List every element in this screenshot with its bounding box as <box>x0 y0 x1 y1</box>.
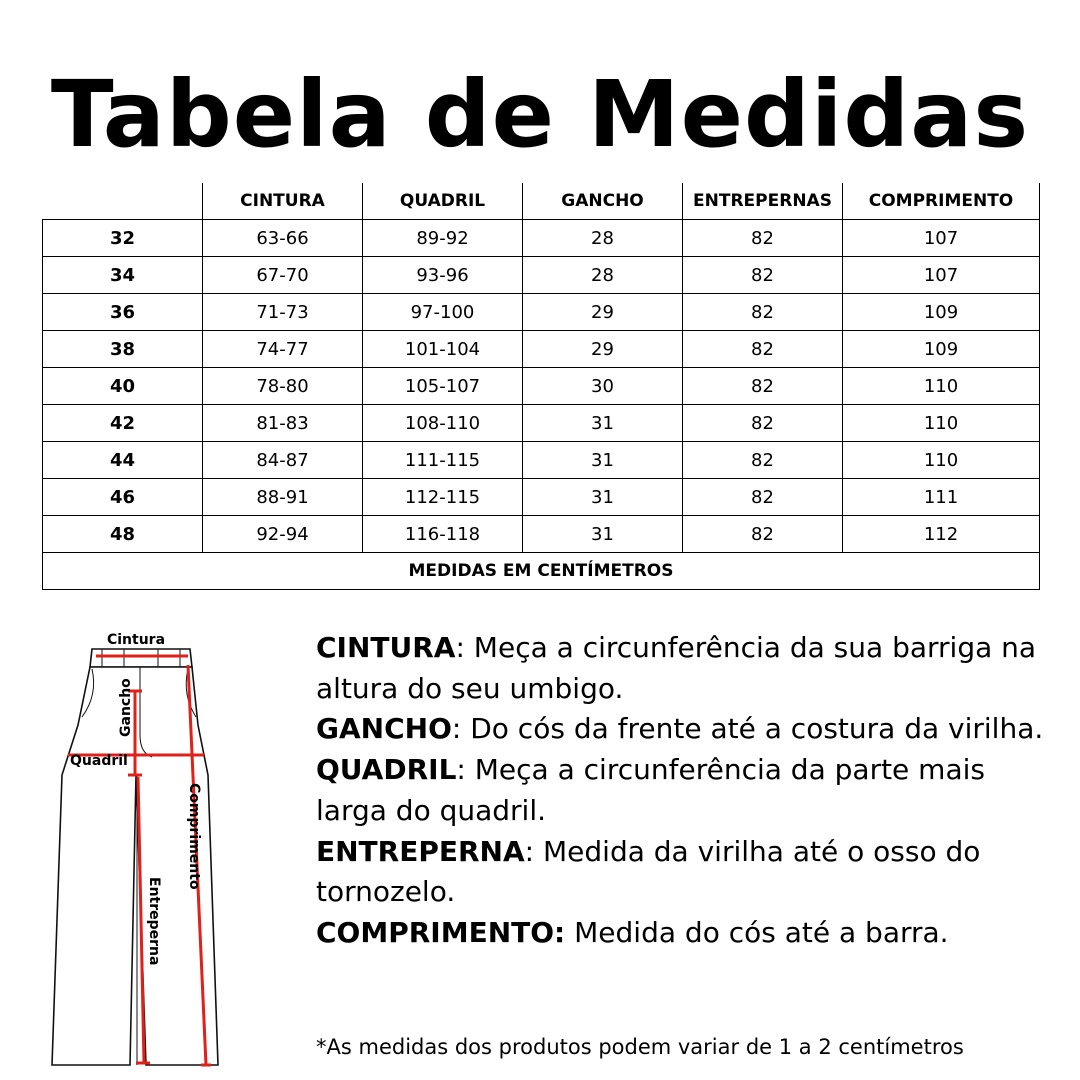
variation-note: *As medidas dos produtos podem variar de 1 a 2 centímetros <box>316 1035 964 1059</box>
measure-cell: 82 <box>683 405 843 442</box>
desc-entreperna <box>316 832 1056 913</box>
table-footer-row <box>43 553 1040 590</box>
desc-gancho <box>316 709 1056 750</box>
measure-cell: 89-92 <box>363 220 523 257</box>
label-entreperna: Entreperna <box>146 877 162 966</box>
desc-comprimento <box>316 913 1056 954</box>
measure-cell: 82 <box>683 257 843 294</box>
size-cell: 46 <box>43 479 203 516</box>
measure-cell: 31 <box>523 479 683 516</box>
size-cell: 44 <box>43 442 203 479</box>
measure-cell: 108-110 <box>363 405 523 442</box>
measure-cell: 74-77 <box>203 331 363 368</box>
size-cell: 38 <box>43 331 203 368</box>
measure-cell: 110 <box>843 405 1040 442</box>
desc-cintura <box>316 628 1056 709</box>
measure-cell: 92-94 <box>203 516 363 553</box>
measure-cell: 116-118 <box>363 516 523 553</box>
measure-cell: 31 <box>523 405 683 442</box>
desc-term: ENTREPERNA <box>316 834 525 868</box>
measure-cell: 112 <box>843 516 1040 553</box>
table-header-entrepernas: ENTREPERNAS <box>683 183 843 220</box>
measure-cell: 82 <box>683 368 843 405</box>
measure-cell: 81-83 <box>203 405 363 442</box>
table-header-quadril: QUADRIL <box>363 183 523 220</box>
measure-cell: 28 <box>523 257 683 294</box>
size-table <box>42 183 1040 590</box>
measure-cell: 107 <box>843 257 1040 294</box>
desc-sep: : <box>524 834 535 868</box>
size-cell: 40 <box>43 368 203 405</box>
desc-text: Do cós da frente até a costura da virilha. <box>461 712 1044 746</box>
table-row <box>43 479 1040 516</box>
label-quadril: Quadril <box>70 753 128 769</box>
measure-cell: 31 <box>523 442 683 479</box>
measure-cell: 107 <box>843 220 1040 257</box>
desc-text: Medida da virilha até o osso do tornozelo. <box>316 834 981 909</box>
measure-cell: 88-91 <box>203 479 363 516</box>
measure-cell: 29 <box>523 331 683 368</box>
measure-cell: 112-115 <box>363 479 523 516</box>
table-row <box>43 220 1040 257</box>
measure-cell: 101-104 <box>363 331 523 368</box>
desc-sep: : <box>451 712 462 746</box>
table-row <box>43 331 1040 368</box>
measure-cell: 82 <box>683 331 843 368</box>
table-body <box>43 220 1040 553</box>
measure-cell: 67-70 <box>203 257 363 294</box>
size-cell: 48 <box>43 516 203 553</box>
measure-cell: 110 <box>843 442 1040 479</box>
desc-text: Meça a circunferência da sua barriga na altura do seu umbigo. <box>316 631 1037 705</box>
table-row <box>43 294 1040 331</box>
table-footer-note: MEDIDAS EM CENTÍMETROS <box>43 553 1040 590</box>
measure-cell: 30 <box>523 368 683 405</box>
measure-cell: 84-87 <box>203 442 363 479</box>
measure-cell: 82 <box>683 220 843 257</box>
label-gancho: Gancho <box>118 678 134 737</box>
page-title: Tabela de Medidas <box>50 61 1030 168</box>
measure-cell: 78-80 <box>203 368 363 405</box>
size-cell: 32 <box>43 220 203 257</box>
measure-cell: 82 <box>683 479 843 516</box>
table-row <box>43 368 1040 405</box>
table-header-gancho: GANCHO <box>523 183 683 220</box>
measure-cell: 97-100 <box>363 294 523 331</box>
measure-cell: 29 <box>523 294 683 331</box>
table-row <box>43 516 1040 553</box>
measure-cell: 93-96 <box>363 257 523 294</box>
label-cintura: Cintura <box>106 632 166 648</box>
size-cell: 34 <box>43 257 203 294</box>
size-cell: 42 <box>43 405 203 442</box>
table-header-comprimento: COMPRIMENTO <box>843 183 1040 220</box>
desc-text: Meça a circunferência da parte mais larga do quadril. <box>316 753 985 827</box>
measure-cell: 82 <box>683 442 843 479</box>
table-row <box>43 442 1040 479</box>
desc-term: COMPRIMENTO: <box>316 915 566 949</box>
measure-cell: 109 <box>843 294 1040 331</box>
desc-term: GANCHO <box>316 712 452 746</box>
desc-text: Medida do cós até a barra. <box>565 915 949 949</box>
jeans-measurement-diagram <box>40 625 245 1075</box>
table-row <box>43 405 1040 442</box>
measure-cell: 111 <box>843 479 1040 516</box>
desc-sep: : <box>456 753 466 787</box>
measure-cell: 31 <box>523 516 683 553</box>
table-header-cintura: CINTURA <box>203 183 363 220</box>
table-row <box>43 257 1040 294</box>
desc-term: QUADRIL <box>316 753 457 787</box>
measure-cell: 82 <box>683 294 843 331</box>
desc-quadril <box>316 750 1056 831</box>
desc-sep: : <box>455 631 465 664</box>
table-header-row <box>43 183 1040 220</box>
measurement-descriptions <box>316 628 1056 954</box>
measure-cell: 63-66 <box>203 220 363 257</box>
measure-cell: 110 <box>843 368 1040 405</box>
label-comprimento: Comprimento <box>186 783 202 890</box>
desc-term: CINTURA <box>316 631 456 664</box>
measure-cell: 71-73 <box>203 294 363 331</box>
size-cell: 36 <box>43 294 203 331</box>
measure-cell: 111-115 <box>363 442 523 479</box>
waistband-outline <box>90 649 192 667</box>
table-header-cell <box>43 183 203 220</box>
measure-cell: 109 <box>843 331 1040 368</box>
measure-cell: 28 <box>523 220 683 257</box>
measure-cell: 105-107 <box>363 368 523 405</box>
measure-cell: 82 <box>683 516 843 553</box>
